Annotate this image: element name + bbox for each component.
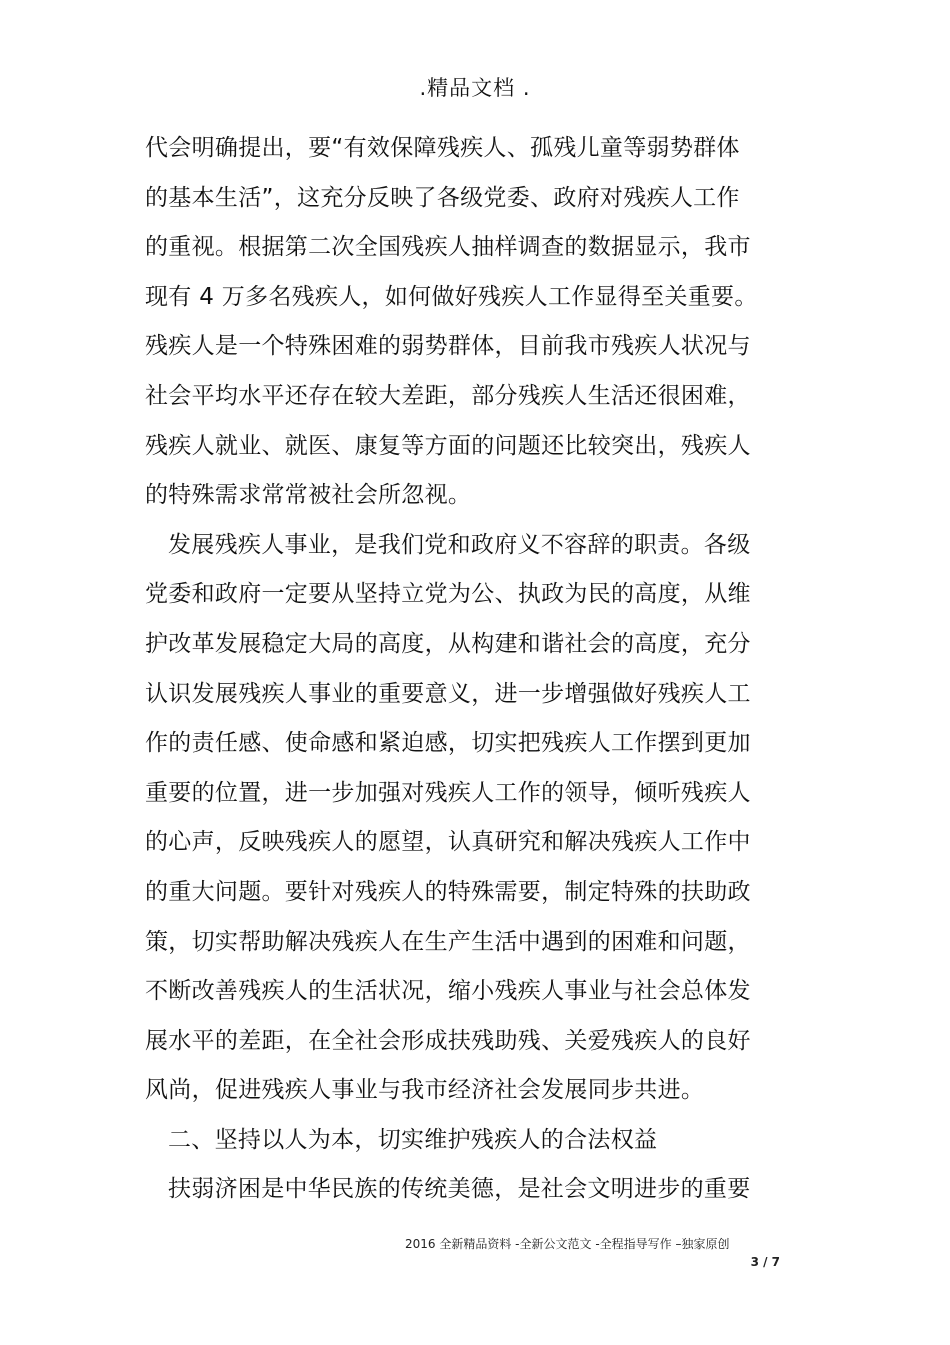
body-line: 的特殊需求常常被社会所忽视。 bbox=[145, 482, 472, 509]
body-line: 的基本生活”，这充分反映了各级党委、政府对残疾人工作 bbox=[145, 184, 740, 211]
body-line: 残疾人就业、就医、康复等方面的问题还比较突出，残疾人 bbox=[145, 432, 751, 459]
body-line: 认识发展残疾人事业的重要意义，进一步增强做好残疾人工 bbox=[145, 680, 751, 707]
document-body bbox=[145, 124, 805, 1215]
body-line: 不断改善残疾人的生活状况，缩小残疾人事业与社会总体发 bbox=[145, 978, 751, 1005]
paragraph-start-line: 发展残疾人事业，是我们党和政府义不容辞的职责。各级 bbox=[168, 531, 751, 558]
page-header-title: .精品文档 . bbox=[419, 76, 531, 100]
body-line: 风尚，促进残疾人事业与我市经济社会发展同步共进。 bbox=[145, 1077, 705, 1104]
body-line: 的心声，反映残疾人的愿望，认真研究和解决残疾人工作中 bbox=[145, 829, 751, 856]
body-line: 策，切实帮助解决残疾人在生产生活中遇到的困难和问题， bbox=[145, 928, 751, 955]
paragraph-start-line: 扶弱济困是中华民族的传统美德，是社会文明进步的重要 bbox=[168, 1176, 751, 1203]
body-line: 党委和政府一定要从坚持立党为公、执政为民的高度，从维 bbox=[145, 581, 751, 608]
body-line: 的重大问题。要针对残疾人的特殊需要，制定特殊的扶助政 bbox=[145, 878, 751, 905]
body-line: 展水平的差距，在全社会形成扶残助残、关爱残疾人的良好 bbox=[145, 1027, 751, 1054]
body-line: 重要的位置，进一步加强对残疾人工作的领导，倾听残疾人 bbox=[145, 779, 751, 806]
body-line: 现有 4 万多名残疾人，如何做好残疾人工作显得至关重要。 bbox=[145, 283, 758, 310]
body-line: 护改革发展稳定大局的高度，从构建和谐社会的高度，充分 bbox=[145, 630, 751, 657]
body-line: 残疾人是一个特殊困难的弱势群体，目前我市残疾人状况与 bbox=[145, 333, 751, 360]
body-line: 的重视。根据第二次全国残疾人抽样调查的数据显示，我市 bbox=[145, 234, 751, 261]
body-line: 作的责任感、使命感和紧迫感，切实把残疾人工作摆到更加 bbox=[145, 730, 751, 757]
body-line: 代会明确提出，要“有效保障残疾人、孤残儿童等弱势群体 bbox=[145, 135, 740, 161]
body-line: 社会平均水平还存在较大差距，部分残疾人生活还很困难， bbox=[145, 382, 751, 409]
page-number: 3 / 7 bbox=[750, 1255, 780, 1269]
page-footer-text: 2016 全新精品资料 -全新公文范文 -全程指导写作 –独家原创 bbox=[405, 1237, 730, 1251]
section-heading: 二、坚持以人为本，切实维护残疾人的合法权益 bbox=[168, 1126, 658, 1153]
